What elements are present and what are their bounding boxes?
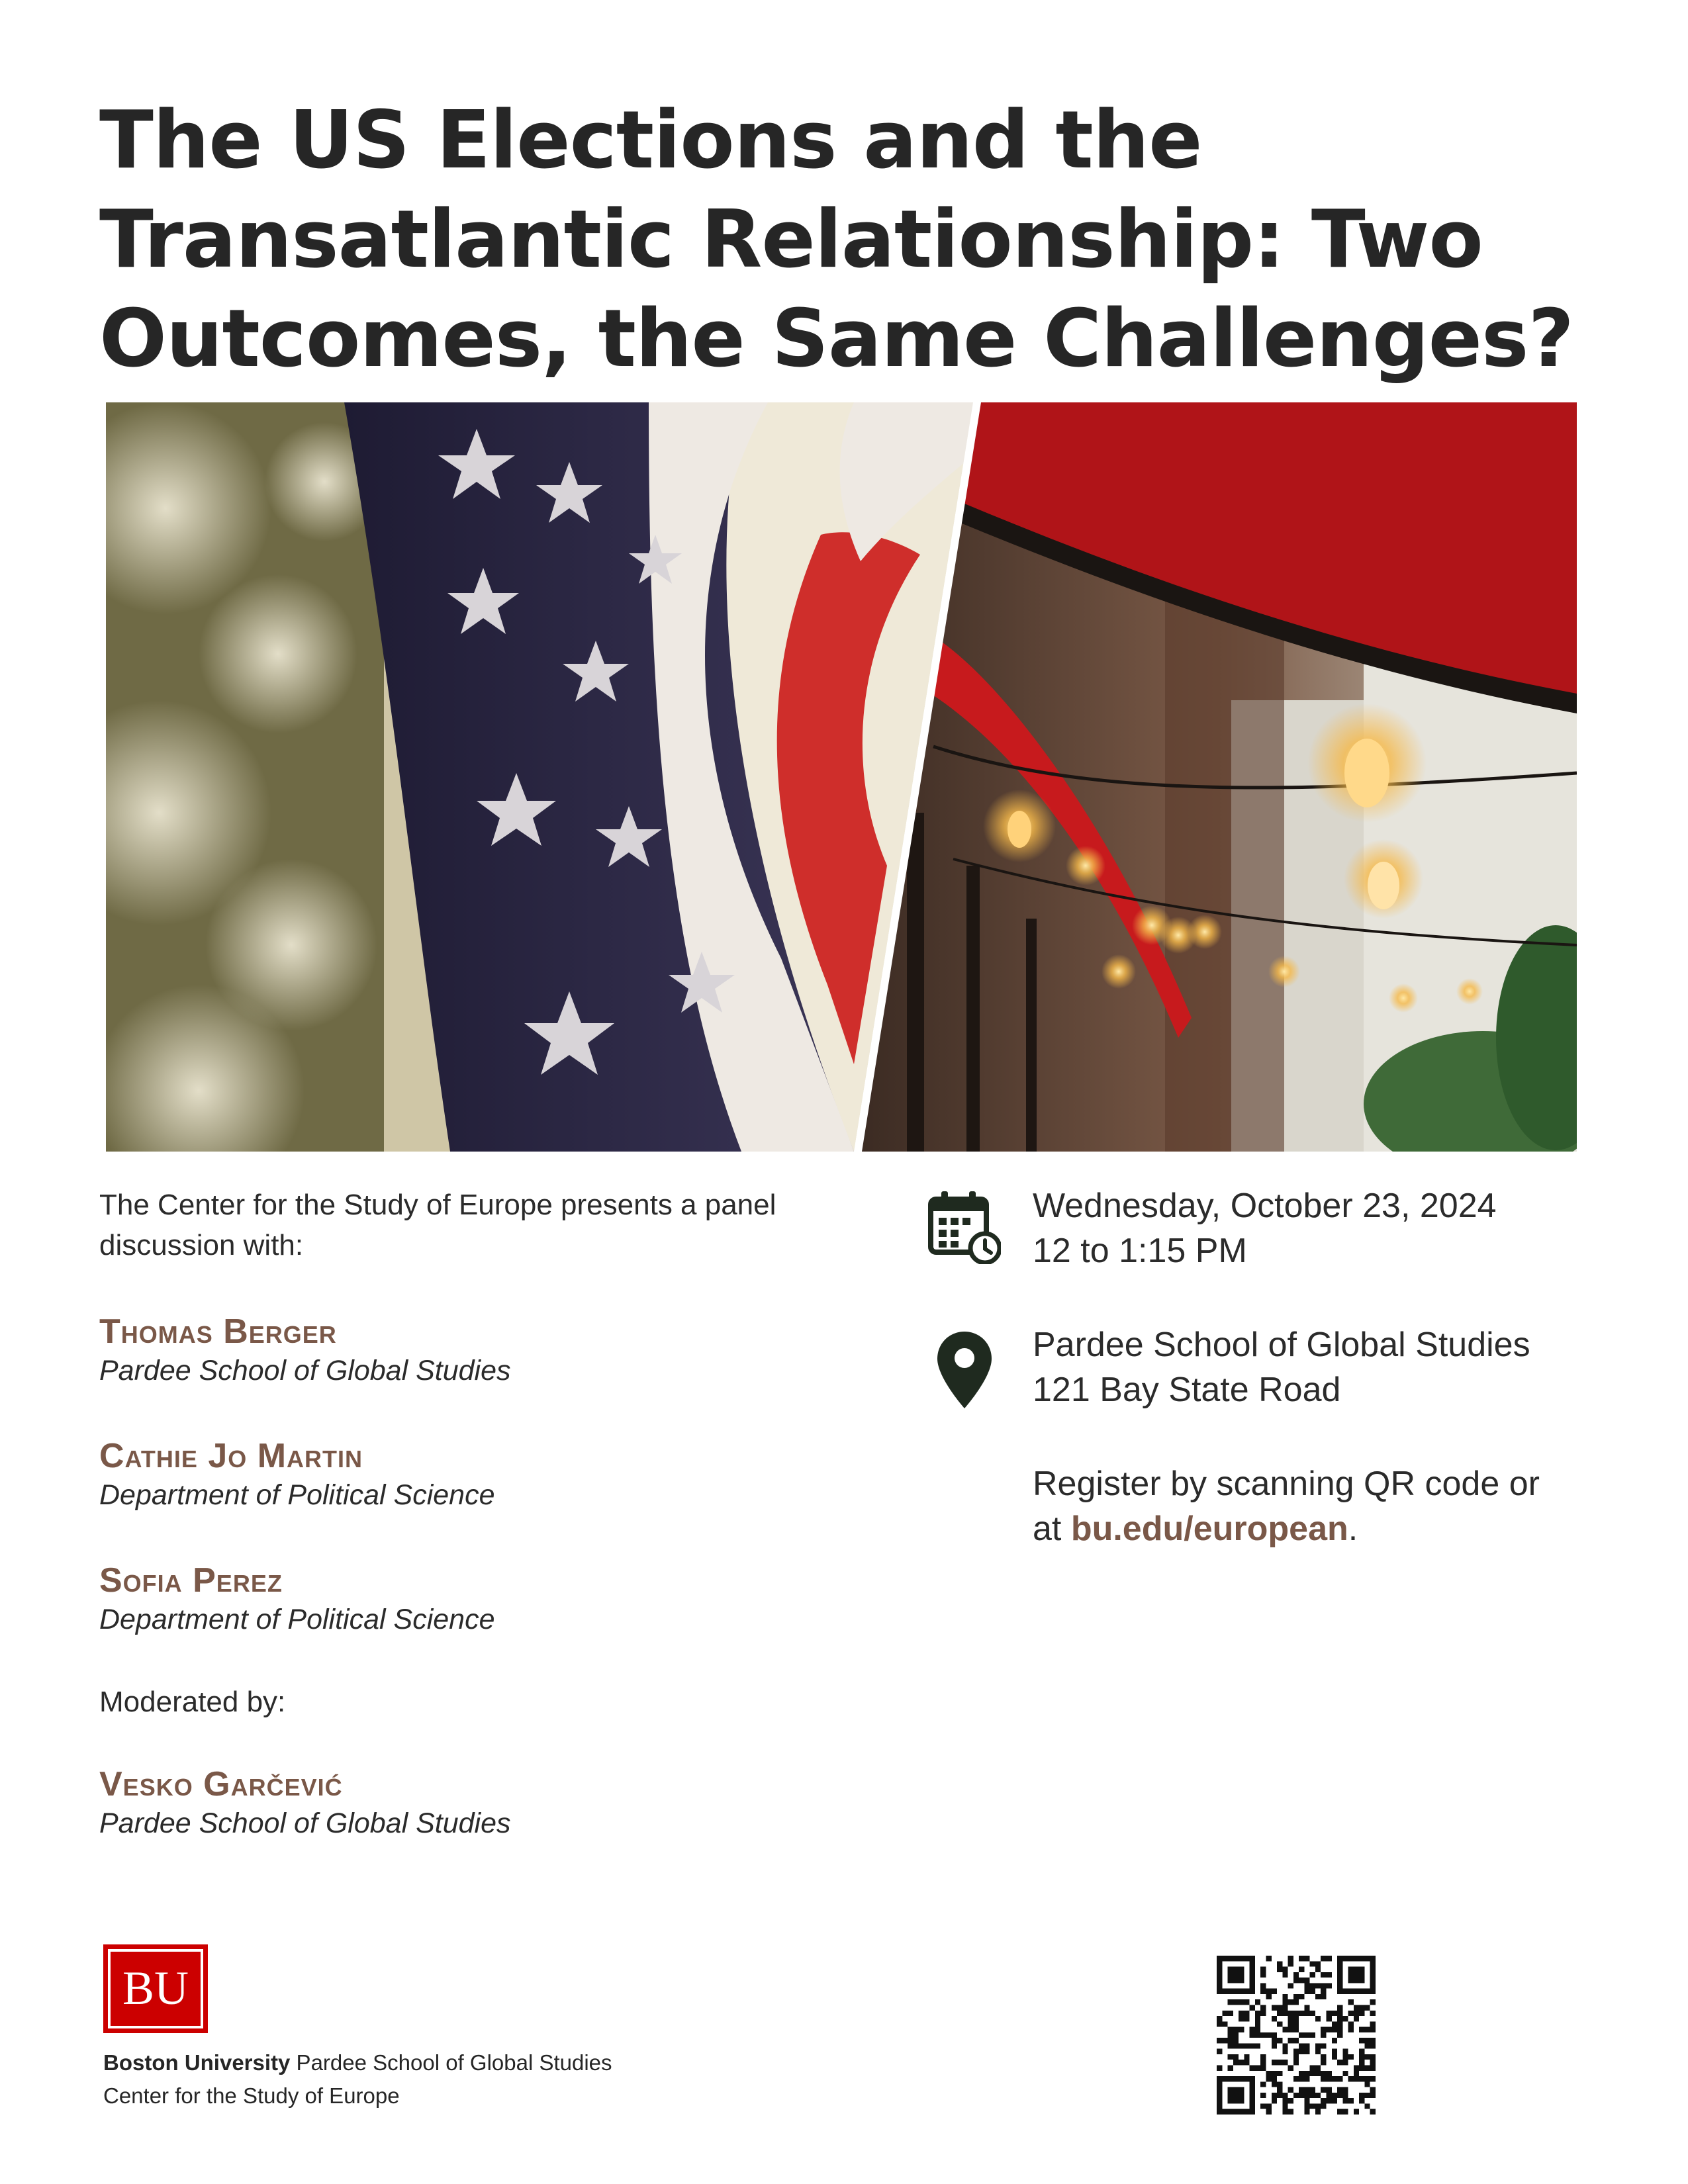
title-line-2: Transatlantic Relationship: Two [99, 194, 1483, 286]
bu-logo [103, 1944, 208, 2033]
event-address: 121 Bay State Road [1033, 1371, 1341, 1409]
hero-image [106, 402, 1577, 1152]
footer-line-1 [103, 2046, 612, 2079]
footer-affiliation [103, 2046, 612, 2113]
panelist-name: Sofia Perez [99, 1561, 283, 1600]
calendar-clock-icon [927, 1190, 1001, 1267]
moderator-name: Vesko Garčević [99, 1765, 343, 1803]
event-date: Wednesday, October 23, 2024 [1033, 1187, 1497, 1225]
panelist-name: Cathie Jo Martin [99, 1437, 363, 1475]
register-line-1: Register by scanning QR code or [1033, 1465, 1540, 1503]
panelist-affiliation: Pardee School of Global Studies [99, 1355, 511, 1387]
page-title [99, 91, 1595, 389]
panelist-affiliation: Department of Political Science [99, 1604, 495, 1635]
footer-school: Pardee School of Global Studies [290, 2050, 612, 2075]
registration-qr-code[interactable] [1217, 1956, 1376, 2115]
moderator [99, 1764, 861, 1843]
panelist-name: Thomas Berger [99, 1312, 337, 1351]
flag-photo [106, 402, 980, 1152]
map-pin-icon [936, 1330, 993, 1413]
register-link[interactable]: bu.edu/european [1070, 1510, 1348, 1548]
speakers-column [99, 1185, 861, 1843]
intro-text: The Center for the Study of Europe presents a panel discussion with: [99, 1189, 776, 1261]
event-location [1033, 1322, 1530, 1412]
title-line-1: The US Elections and the [99, 95, 1202, 187]
register-prefix: at [1033, 1510, 1071, 1548]
panelist [99, 1561, 861, 1639]
panelist [99, 1312, 861, 1390]
moderated-label: Moderated by: [99, 1686, 286, 1718]
footer-center: Center for the Study of Europe [103, 2083, 400, 2108]
register-line-2 [1033, 1506, 1540, 1551]
event-datetime [1033, 1183, 1497, 1273]
event-time: 12 to 1:15 PM [1033, 1232, 1247, 1270]
panelist [99, 1436, 861, 1514]
moderator-affiliation: Pardee School of Global Studies [99, 1807, 511, 1839]
panelist-affiliation: Department of Political Science [99, 1479, 495, 1511]
title-line-3: Outcomes, the Same Challenges? [99, 293, 1574, 385]
register-suffix: . [1348, 1510, 1358, 1548]
bu-logo-text: BU [122, 1962, 189, 2015]
footer-university: Boston University [103, 2050, 291, 2075]
event-venue: Pardee School of Global Studies [1033, 1326, 1530, 1364]
register-info [1033, 1461, 1540, 1551]
